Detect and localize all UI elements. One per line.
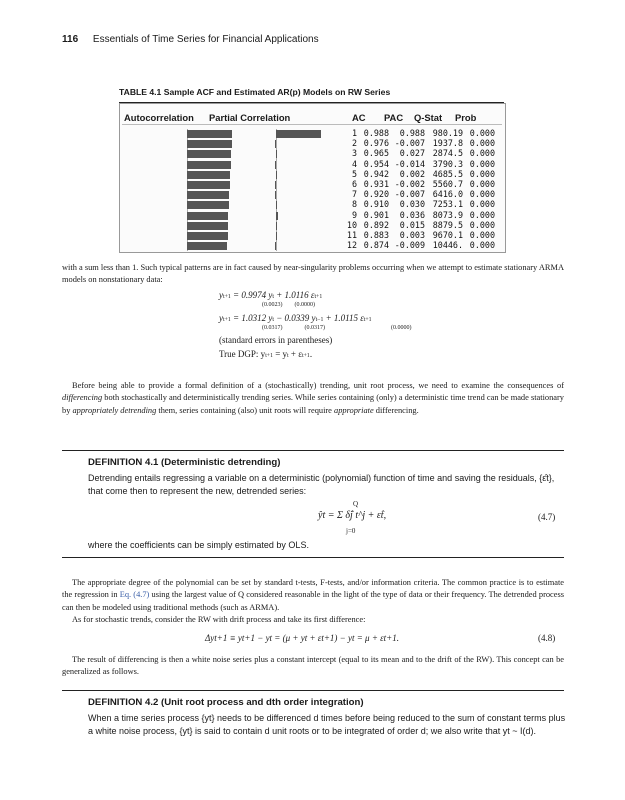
pac-cell: 0.030	[399, 199, 425, 210]
pac-bar	[275, 161, 276, 169]
col-partial-correlation: Partial Correlation	[209, 112, 291, 123]
equation-1-se: (0.0023) (0.0000)	[262, 302, 315, 308]
pac-cell: -0.007	[394, 138, 425, 149]
def2-top-rule	[62, 690, 564, 691]
lag-cell: 7	[351, 189, 357, 200]
ac-cell: 0.942	[363, 168, 389, 179]
eq-4-7-link[interactable]: Eq. (4.7)	[119, 590, 150, 600]
pac-bar	[275, 191, 276, 199]
pac-bar	[276, 171, 277, 179]
table-caption: TABLE 4.1 Sample ACF and Estimated AR(p) Models on RW Series	[119, 87, 391, 97]
ac-cell: 0.954	[363, 158, 389, 169]
qstat-cell: 8879.5	[432, 219, 463, 230]
lag-cell: 11	[346, 230, 357, 240]
pac-cell: -0.014	[394, 158, 425, 169]
ac-cell: 0.931	[363, 179, 389, 189]
definition-4-2	[88, 697, 566, 738]
paragraph-4: The result of differencing is then a white noise series plus a constant intercept (equal to its mean and to the drift of the RW). This concept can be generalized as follows.	[62, 655, 564, 677]
pac-cell: -0.002	[394, 179, 425, 189]
ac-bar	[187, 191, 229, 199]
prob-cell: 0.000	[469, 209, 495, 220]
page-number: 116	[62, 34, 79, 45]
qstat-cell: 3790.3	[432, 158, 463, 169]
ac-cell: 0.874	[363, 240, 389, 251]
ac-bar	[187, 161, 231, 169]
prob-cell: 0.000	[469, 240, 495, 251]
ac-bar	[187, 212, 228, 220]
pac-cell: 0.988	[399, 128, 425, 138]
prob-cell: 0.000	[469, 230, 495, 240]
col-qstat: Q-Stat	[414, 112, 443, 123]
pac-cell: -0.007	[394, 189, 425, 200]
lag-cell: 2	[351, 138, 357, 149]
prob-cell: 0.000	[469, 168, 495, 179]
qstat-cell: 5560.7	[432, 179, 463, 189]
prob-cell: 0.000	[469, 148, 495, 159]
running-title: Essentials of Time Series for Financial Applications	[92, 34, 319, 45]
paragraph-1: with a sum less than 1. Such typical patterns are in fact caused by near-singularity problems occurring when we attempt to estimate stationary ARMA models on nonstationary data:	[62, 263, 564, 285]
def1-sum-top: Q	[353, 500, 359, 508]
paragraph-2: Before being able to provide a formal definition of a (stochastically) trending, unit root process, we need to examine the consequences of differencing both stochastically and deterministically trending series. While series containing (only) a deterministic time trend can be made stationary by appropriately detrending them, series containing (also) unit roots will require appropriate differencing.	[62, 381, 564, 415]
pac-bar	[276, 222, 277, 230]
col-ac: AC	[352, 112, 366, 123]
pac-cell: 0.036	[399, 209, 425, 220]
lag-cell: 3	[351, 148, 357, 159]
prob-cell: 0.000	[469, 128, 495, 138]
correlogram-rows	[119, 129, 504, 251]
lag-cell: 6	[351, 179, 357, 189]
def1-sum-bottom: j=0	[346, 527, 356, 535]
col-autocorrelation: Autocorrelation	[124, 112, 194, 123]
definition-4-1	[88, 457, 566, 498]
page-header	[62, 34, 319, 45]
qstat-cell: 2874.5	[432, 148, 463, 159]
pac-bar	[276, 201, 277, 209]
pac-bar	[275, 181, 276, 189]
def1-title: DEFINITION 4.1 (Deterministic detrending)	[88, 457, 281, 468]
pac-cell: 0.027	[399, 148, 425, 159]
pac-bar	[275, 140, 276, 148]
equation-2-se: (0.0317) (0.0317) (0.0000)	[262, 325, 412, 331]
def1-eq-number: (4.7)	[538, 512, 556, 522]
equation-4-8: Δyt+1 ≡ yt+1 − yt = (μ + yt + εt+1) − yt = μ + εt+1.	[205, 633, 400, 643]
lag-cell: 12	[346, 240, 357, 251]
prob-cell: 0.000	[469, 219, 495, 230]
ac-bar	[187, 201, 229, 209]
def1-bottom-rule	[62, 557, 564, 558]
pac-bar	[276, 212, 278, 220]
def1-equation: ŷt = Σ δ̂j t^j + ε̂t,	[318, 510, 387, 521]
paragraph-3b: As for stochastic trends, consider the RW with drift process and take its first difference:	[72, 615, 366, 624]
true-dgp: True DGP: yt+1 = yt + εt+1.	[219, 349, 313, 359]
pac-cell: 0.002	[399, 168, 425, 179]
ac-bar	[187, 171, 230, 179]
ac-bar	[187, 242, 227, 250]
header-divider	[122, 124, 502, 125]
pac-bar	[276, 150, 277, 158]
pac-bar	[276, 130, 321, 138]
col-pac: PAC	[384, 112, 404, 123]
ac-bar	[187, 232, 228, 240]
equation-2: yt+1 = 1.0312 yt − 0.0339 yt−1 + 1.0115 εt+1	[219, 313, 372, 323]
ac-cell: 0.965	[363, 148, 389, 159]
def1-text: Detrending entails regressing a variable on a deterministic (polynomial) function of time and saving the residuals, {ε̂t}, that come then to represent the new, detrended series:	[88, 473, 555, 496]
lag-cell: 5	[351, 168, 357, 179]
qstat-cell: 6416.0	[432, 189, 463, 200]
equation-1: yt+1 = 0.9974 yt + 1.0116 εt+1	[219, 290, 323, 300]
pac-cell: 0.015	[399, 219, 425, 230]
lag-cell: 9	[351, 209, 357, 220]
ac-bar	[187, 181, 230, 189]
paragraph-3: The appropriate degree of the polynomial can be set by standard t-tests, F-tests, and/or information criteria. The common practice is to estimate the regression in Eq. (4.7) using the largest value of Q considered reasonable in the light of the type of data or their frequency. The detrended process can then be modeled using traditional methods (such as ARMA).	[62, 578, 564, 612]
def2-text: When a time series process {yt} needs to be differenced d times before being reduced to the sum of constant terms plus a white noise process, {yt} is said to contain d unit roots or to be integrated of order d; we also write that yt ~ I(d).	[88, 713, 566, 736]
qstat-cell: 980.19	[432, 128, 463, 138]
pac-bar	[276, 232, 277, 240]
prob-cell: 0.000	[469, 158, 495, 169]
qstat-cell: 9670.1	[432, 230, 463, 240]
qstat-cell: 8073.9	[432, 209, 463, 220]
lag-cell: 4	[351, 158, 357, 169]
def1-top-rule	[62, 450, 564, 451]
ac-cell: 0.901	[363, 209, 389, 220]
lag-cell: 10	[346, 219, 357, 230]
def1-after: where the coefficients can be simply estimated by OLS.	[88, 540, 309, 550]
ac-cell: 0.892	[363, 219, 389, 230]
ac-bar	[187, 222, 228, 230]
prob-cell: 0.000	[469, 138, 495, 149]
lag-cell: 1	[351, 128, 357, 138]
prob-cell: 0.000	[469, 189, 495, 200]
qstat-cell: 1937.8	[432, 138, 463, 149]
prob-cell: 0.000	[469, 179, 495, 189]
lag-cell: 8	[351, 199, 357, 210]
pac-cell: 0.003	[399, 230, 425, 240]
qstat-cell: 10446.	[432, 240, 463, 251]
ac-cell: 0.920	[363, 189, 389, 200]
ac-cell: 0.883	[363, 230, 389, 240]
eq-4-8-number: (4.8)	[538, 633, 556, 643]
prob-cell: 0.000	[469, 199, 495, 210]
qstat-cell: 7253.1	[432, 199, 463, 210]
def2-title: DEFINITION 4.2 (Unit root process and dth order integration)	[88, 697, 364, 708]
ac-bar	[187, 150, 231, 158]
qstat-cell: 4685.5	[432, 168, 463, 179]
ac-bar	[187, 140, 232, 148]
ac-cell: 0.976	[363, 138, 389, 149]
ac-cell: 0.988	[363, 128, 389, 138]
ac-bar	[187, 130, 232, 138]
pac-cell: -0.009	[394, 240, 425, 251]
pac-bar	[275, 242, 276, 250]
ac-cell: 0.910	[363, 199, 389, 210]
col-prob: Prob	[455, 112, 477, 123]
standard-errors-note: (standard errors in parentheses)	[219, 335, 333, 345]
